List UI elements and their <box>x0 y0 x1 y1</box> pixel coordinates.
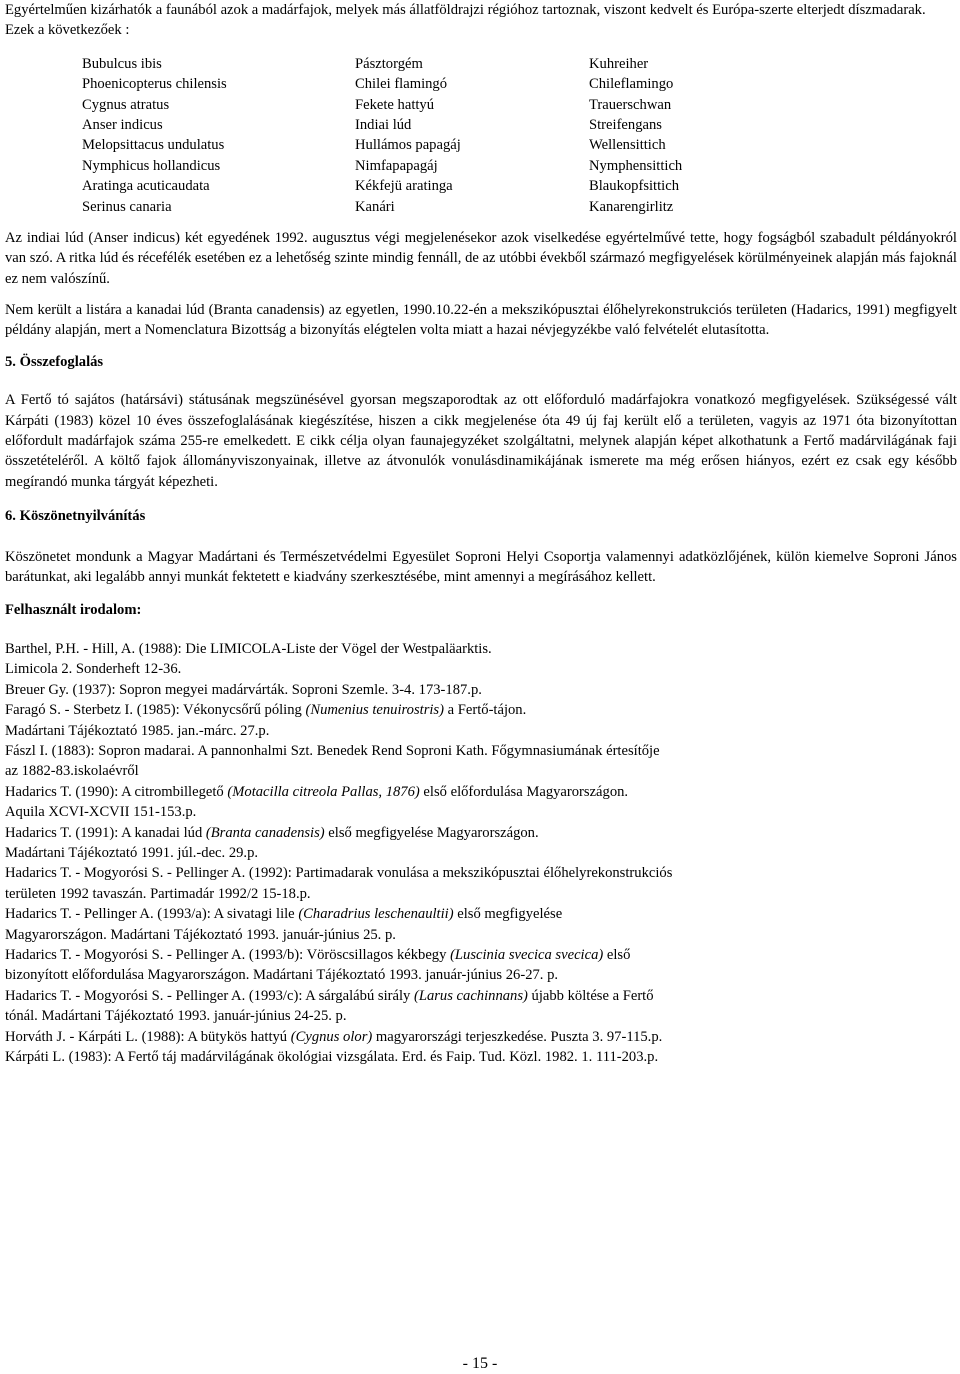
species-name: (Motacilla citreola Pallas, 1876) <box>227 783 420 800</box>
reference-item <box>5 1047 957 1067</box>
german-name: Streifengans <box>589 117 662 133</box>
reference-line: Hadarics T. - Mogyorósi S. - Pellinger A. (1992): Partimadarak vonulása a mekszikópusztai élőhelyrekonstrukciós <box>5 865 673 882</box>
reference-line: Faragó S. - Sterbetz I. (1985): Vékonycsőrű póling <box>5 702 306 719</box>
reference-line: a Fertő-tájon. <box>443 702 527 719</box>
document-page <box>5 0 957 1067</box>
bird-species-table <box>5 54 957 217</box>
latin-name: Melopsittacus undulatus <box>82 137 225 154</box>
page-number: - 15 - <box>462 1355 498 1372</box>
hungarian-name: Indiai lúd <box>355 117 412 133</box>
reference-continuation: Madártani Tájékoztató 1991. júl.-dec. 29.p. <box>5 844 259 861</box>
reference-continuation: Magyarországon. Madártani Tájékoztató 1993. január-június 25. p. <box>5 926 396 943</box>
latin-name: Aratinga acuticaudata <box>82 178 210 195</box>
species-name: (Numenius tenuirostris) <box>305 702 444 719</box>
intro-list-lead: Ezek a következőek : <box>5 22 130 39</box>
reference-line: Horváth J. - Kárpáti L. (1988): A bütykös hattyú <box>5 1028 291 1045</box>
species-name: (Cygnus olor) <box>290 1028 373 1045</box>
reference-line: Fászl I. (1883): Sopron madarai. A pannonhalmi Szt. Benedek Rend Soproni Kath. Főgymnasiumának értesítője <box>5 742 660 759</box>
reference-continuation: területen 1992 tavaszán. Partimadár 1992/2 15-18.p. <box>5 885 311 902</box>
literature-heading: Felhasznált irodalom: <box>5 601 142 618</box>
acknowledgements-paragraph: Köszönetet mondunk a Magyar Madártani és Természetvédelmi Egyesület Soproni Helyi Csoportja valamennyi adatközlőjének, külön kiemelve Soproni János barátunkat, aki legalább annyi munkát fektetett e kiadvány szerkesztésébe, mint amennyi a megírásához kellett. <box>5 548 957 586</box>
hungarian-name: Pásztorgém <box>355 55 423 72</box>
summary-paragraph: A Fertő tó sajátos (határsávi) státusának megszünésével gyorsan megszaporodtak az ott előforduló madárfajokra vonatkozó megfigyelések. Szükségessé vált Kárpáti (1983) közel 10 éves összefoglalásának kiegészítése, hiszen a cikk megjelenése óta 49 új faj került elő a területen, vagyis az 1971 óta bizonyítottan előfordult madárfajok száma 255-re emelkedett. E cikk célja olyan faunajegyzéket szolgáltatni, melynek alapján képet alkothatunk a Fertő madárvilágának faji összetételéről. A költő fajok állományviszonyainak, illetve az átvonulók vonulásdinamikájának ismerete ma még erősen hiányos, ezért ez csak egy később megírandó munka tárgyát képezheti. <box>5 392 957 490</box>
reference-item <box>5 700 957 741</box>
hungarian-name: Kanári <box>355 198 395 215</box>
latin-name: Cygnus atratus <box>82 96 170 113</box>
reference-continuation: az 1882-83.iskolaévről <box>5 763 139 780</box>
hungarian-name: Kékfejü aratinga <box>355 178 453 195</box>
species-name: (Larus cachinnans) <box>413 987 528 1004</box>
reference-list <box>5 639 957 1068</box>
table-row <box>5 176 957 196</box>
reference-item <box>5 741 957 782</box>
reference-line: első <box>603 947 631 963</box>
reference-item <box>5 823 957 864</box>
reference-line: Hadarics T. - Pellinger A. (1993/a): A sivatagi lile <box>5 906 299 923</box>
german-name: Nymphensittich <box>589 157 683 174</box>
hungarian-name: Chilei flamingó <box>355 76 448 93</box>
intro-section <box>5 0 957 41</box>
reference-item <box>5 945 957 986</box>
hungarian-name: Nimfapapagáj <box>355 157 438 174</box>
paragraph-branta-canadensis: Nem került a listára a kanadai lúd (Branta canadensis) az egyetlen, 1990.10.22-én a mekszikópusztai élőhelyrekonstrukciós területen (Hadarics, 1991) megfigyelt példány alapján, mert a Nomenclatura Bizottság a bizonyítás elégtelen volta miatt a hazai névjegyzékbe való felvételét elutasította. <box>5 302 957 339</box>
german-name: Trauerschwan <box>589 96 672 113</box>
reference-item <box>5 1027 957 1047</box>
table-row <box>5 135 957 155</box>
german-name: Wellensittich <box>589 137 666 154</box>
reference-item <box>5 904 957 945</box>
german-name: Chileflamingo <box>589 76 674 93</box>
species-name: (Branta canadensis) <box>205 824 325 841</box>
reference-line: Kárpáti L. (1983): A Fertő táj madárvilágának ökológiai vizsgálata. Erd. és Faip. Tud. Közl. 1982. 1. 111-203.p. <box>5 1049 659 1066</box>
hungarian-name: Hullámos papagáj <box>355 137 461 154</box>
section-heading-summary: 5. Összefoglalás <box>5 353 104 370</box>
latin-name: Anser indicus <box>82 117 163 133</box>
reference-item <box>5 863 957 904</box>
latin-name: Phoenicopterus chilensis <box>82 76 227 93</box>
reference-item <box>5 782 957 823</box>
reference-line: Hadarics T. - Mogyorósi S. - Pellinger A. (1993/c): A sárgalábú sirály <box>5 987 414 1004</box>
table-row <box>5 74 957 94</box>
reference-continuation: tónál. Madártani Tájékoztató 1993. január-június 24-25. p. <box>5 1008 347 1025</box>
reference-continuation: bizonyított előfordulása Magyarországon. Madártani Tájékoztató 1993. január-június 26-27. p. <box>5 967 559 984</box>
reference-line: első megfigyelése Magyarországon. <box>324 824 539 841</box>
german-name: Blaukopfsittich <box>589 178 679 195</box>
reference-continuation: Aquila XCVI-XCVII 151-153.p. <box>5 804 197 821</box>
table-row <box>5 95 957 115</box>
section-heading-acknowledgements: 6. Köszönetnyilvánítás <box>5 508 146 525</box>
table-row <box>5 156 957 176</box>
reference-line: első megfigyelése <box>453 906 563 923</box>
reference-item <box>5 986 957 1027</box>
table-row <box>5 197 957 217</box>
species-name: (Luscinia svecica svecica) <box>450 947 604 963</box>
latin-name: Bubulcus ibis <box>82 55 162 72</box>
reference-item <box>5 639 957 680</box>
reference-line: első előfordulása Magyarországon. <box>419 783 629 800</box>
reference-continuation: Madártani Tájékoztató 1985. jan.-márc. 27.p. <box>5 722 270 739</box>
german-name: Kanarengirlitz <box>589 198 674 215</box>
species-name: (Charadrius leschenaultii) <box>298 906 454 923</box>
latin-name: Serinus canaria <box>82 198 172 215</box>
reference-item <box>5 680 957 700</box>
reference-continuation: Limicola 2. Sonderheft 12-36. <box>5 661 182 678</box>
table-row <box>5 115 957 135</box>
reference-line: Hadarics T. (1990): A citrombillegető <box>5 783 228 800</box>
reference-line: Hadarics T. (1991): A kanadai lúd <box>5 824 206 841</box>
german-name: Kuhreiher <box>589 55 649 72</box>
paragraph-anser-indicus: Az indiai lúd (Anser indicus) két egyedének 1992. augusztus végi megjelenésekor azok viselkedése egyértelművé tette, hogy fogságból szabadult példányokról van szó. A ritka lúd és récefélék esetében ez a lehetőség szinte mindig fennáll, de az utóbbi évekből származó megfigyelések körülményeinek alapján más fajoknál ez nem valószínű. <box>5 229 957 287</box>
latin-name: Nymphicus hollandicus <box>82 157 221 174</box>
reference-line: magyarországi terjeszkedése. Puszta 3. 97-115.p. <box>372 1028 663 1045</box>
hungarian-name: Fekete hattyú <box>355 96 435 113</box>
table-row <box>5 54 957 74</box>
intro-paragraph: Egyértelműen kizárhatók a faunából azok a madárfajok, melyek más állatföldrajzi régióhoz tartoznak, viszont kedvelt és Európa-szerte elterjedt díszmadarak. <box>5 2 926 18</box>
reference-line: újabb költése a Fertő <box>527 987 654 1004</box>
reference-line: Barthel, P.H. - Hill, A. (1988): Die LIMICOLA-Liste der Vögel der Westpaläarktis. <box>5 640 492 657</box>
reference-line: Hadarics T. - Mogyorósi S. - Pellinger A. (1993/b): Vöröscsillagos kékbegy <box>5 947 451 963</box>
reference-line: Breuer Gy. (1937): Sopron megyei madárvárták. Soproni Szemle. 3-4. 173-187.p. <box>5 681 482 698</box>
